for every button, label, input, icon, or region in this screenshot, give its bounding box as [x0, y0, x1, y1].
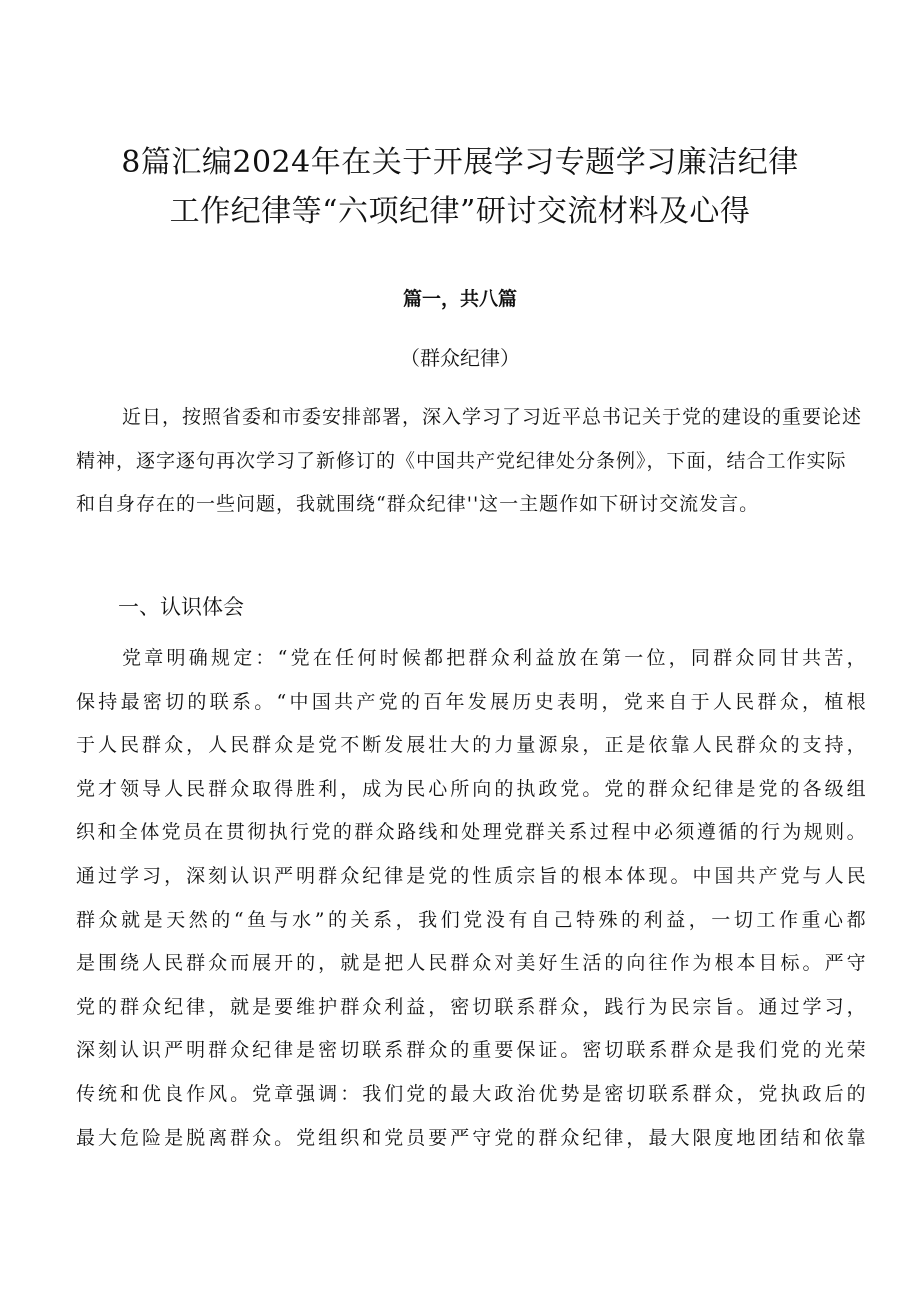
body-line: 党章明确规定：“党在任何时候都把群众利益放在第一位，同群众同甘共苦， [122, 647, 866, 669]
article-number: 篇一，共八篇 [402, 288, 517, 310]
section-heading: 一、认识体会 [118, 595, 244, 619]
title-line-2: 工作纪律等“六项纪律”研讨交流材料及心得 [169, 194, 751, 230]
body-line: 通过学习，深刻认识严明群众纪律是党的性质宗旨的根本体现。中国共产党与人民 [76, 864, 866, 887]
body-line: 于人民群众，人民群众是党不断发展壮大的力量源泉，正是依靠人民群众的支持， [76, 734, 866, 757]
body-line: 深刻认识严明群众纪律是密切联系群众的重要保证。密切联系群众是我们党的光荣 [76, 1039, 866, 1062]
body-line: 群众就是天然的“鱼与水”的关系，我们党没有自己特殊的利益，一切工作重心都 [76, 908, 866, 931]
body-line: 党才领导人民群众取得胜利，成为民心所向的执政党。党的群众纪律是党的各级组 [76, 777, 866, 800]
intro-paragraph: 近日，按照省委和市委安排部署，深入学习了习近平总书记关于党的建设的重要论述精神，逐字逐句再次学习了新修订的《中国共产党纪律处分条例》，下面，结合工作实际和自身存在的一些问题，我就围绕“群众纪律''这一主题作如下研讨交流发言。 [76, 406, 863, 515]
body-line: 保持最密切的联系。“中国共产党的百年发展历史表明，党来自于人民群众，植根 [76, 690, 866, 713]
body-line: 最大危险是脱离群众。党组织和党员要严守党的群众纪律，最大限度地团结和依靠 [76, 1126, 866, 1149]
body-line: 是围绕人民群众而展开的，就是把人民群众对美好生活的向往作为根本目标。严守 [76, 952, 866, 975]
section-tag: （群众纪律） [400, 346, 520, 370]
body-line: 织和全体党员在贯彻执行党的群众路线和处理党群关系过程中必须遵循的行为规则。 [76, 821, 866, 844]
body-line: 传统和优良作风。党章强调：我们党的最大政治优势是密切联系群众，党执政后的 [76, 1082, 866, 1105]
body-line: 党的群众纪律，就是要维护群众利益，密切联系群众，践行为民宗旨。通过学习， [76, 995, 866, 1018]
body-paragraph [76, 637, 866, 1160]
title-line-1: 8篇汇编2024年在关于开展学习专题学习廉洁纪律 [121, 145, 799, 181]
document-title [60, 138, 860, 236]
